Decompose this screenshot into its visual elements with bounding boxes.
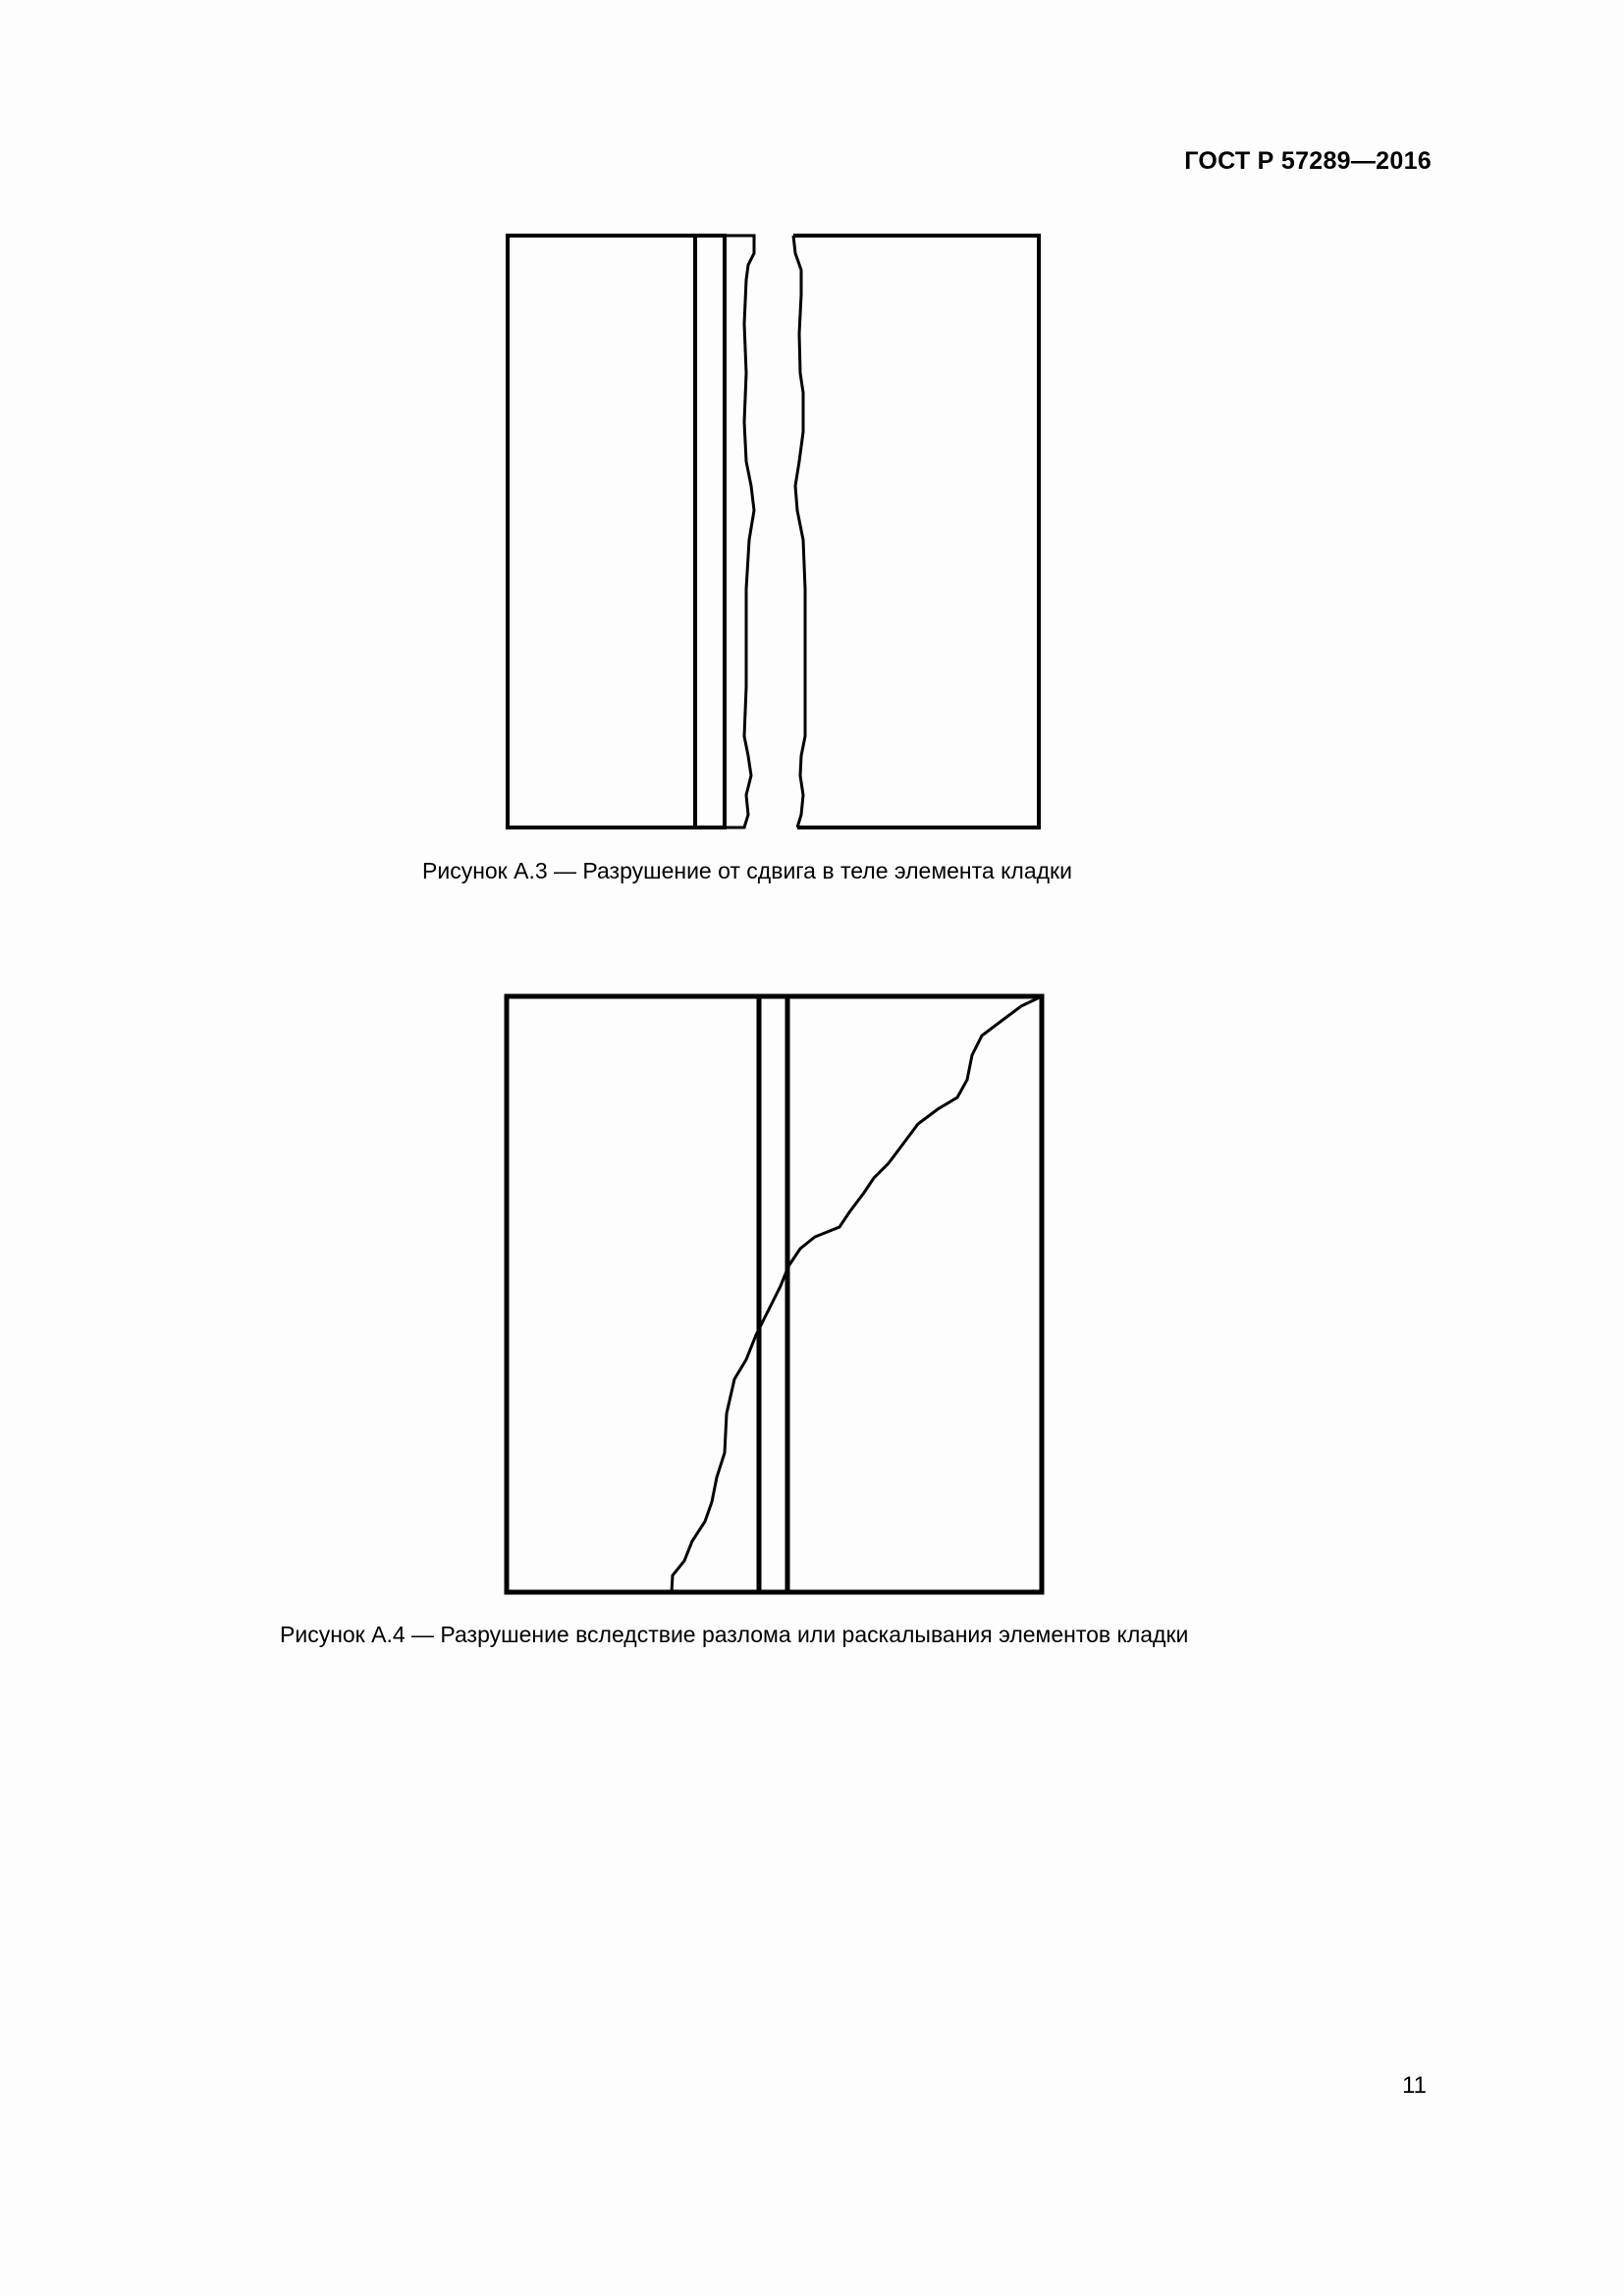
figure-a3-caption: Рисунок А.3 — Разрушение от сдвига в теле элемента кладки (422, 858, 1072, 883)
document-code: ГОСТ Р 57289—2016 (1184, 147, 1432, 175)
figure-a4 (507, 996, 1042, 1592)
crack-line (672, 996, 1042, 1592)
masonry-panel (507, 996, 1042, 1592)
page-number: 11 (1402, 2072, 1427, 2099)
figure-a4-caption: Рисунок А.4 — Разрушение вследствие разлома или раскалывания элементов кладки (280, 1622, 1189, 1647)
